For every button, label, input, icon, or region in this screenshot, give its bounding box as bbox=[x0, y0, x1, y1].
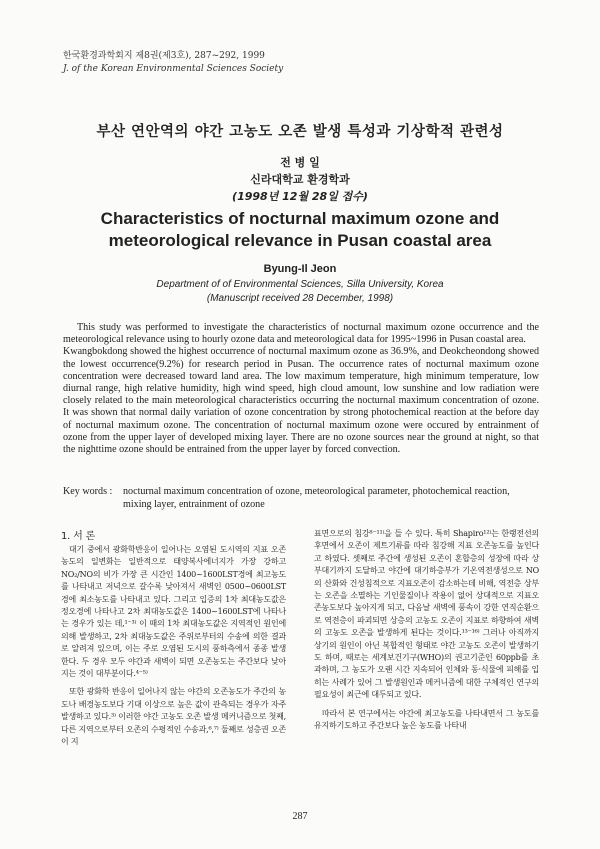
author-name-english: Byung-Il Jeon bbox=[263, 263, 337, 275]
page-number: 287 bbox=[292, 811, 308, 822]
author-block-english bbox=[0, 261, 600, 306]
abstract-paragraph-1: This study was performed to investigate the characteristics of nocturnal maximum ozone occurrence and the meteorological relevance using to hourly ozone data and meteorological data for 1995~1996 in Pusan coastal area. bbox=[63, 322, 539, 346]
body-column-right bbox=[314, 528, 539, 733]
affiliation-korean: 신라대학교 환경학과 bbox=[250, 173, 350, 186]
keywords-text: nocturnal maximum concentration of ozone, meteorological parameter, photochemical reaction, mixing layer, entrainment of ozone bbox=[123, 486, 510, 510]
body-paragraph: 표면으로의 침강⁸⁻¹¹⁾을 들 수 있다. 특히 Shapiro¹²⁾는 한랭전선의 후면에서 오존이 제트기류를 따라 침강해 지표 오존농도를 높인다고 하였다. 셋째로 주간에 생성된 오존이 혼합층의 성장에 따라 상부대기까지 도달하고 야간에 대기하층부가 기온역전생성으로 NO의 산화와 건성침적으로 지표오존이 감소하는데 비해, 역전층 상부는 오존을 소멸하는 기인물질이나 작용이 없어 상대적으로 지표오존농도보다 높아지게 되고, 다음날 새벽에 풍속이 강한 연직순환으로 역전층이 파괴되면 상층의 고농도 오존이 지표로 하향하여 새벽의 고농도 오존을 발생하게 된다는 것이다.¹³⁻¹⁶⁾ 그러나 아직까지 상기의 원인이 아닌 복합적인 형태로 야간 고농도 오존이 발생하기도 하며, 때로는 세계보건기구(WHO)의 권고기준인 60ppb를 초과하며, 그 농도가 오랜 시간 지속되어 인체와 동·식물에 피해를 입히는 사례가 있어 그 발생원인과 메커니즘에 대한 구체적인 연구의 필요성이 최근에 대두되고 있다. bbox=[314, 529, 539, 700]
title-english-line1: Characteristics of nocturnal maximum ozone and bbox=[100, 209, 500, 228]
keywords bbox=[63, 486, 539, 511]
journal-citation-en: J. of the Korean Environmental Sciences Society bbox=[63, 64, 284, 74]
title-english-line2: meteorological relevance in Pusan coastal area bbox=[108, 231, 492, 250]
title-english bbox=[0, 208, 600, 252]
body-column-left bbox=[61, 528, 286, 749]
journal-citation-ko: 한국환경과학회지 제8권(제3호), 287~292, 1999 bbox=[63, 51, 265, 61]
section-heading: 1. 서 론 bbox=[61, 531, 96, 542]
author-name-korean: 전 병 일 bbox=[280, 156, 320, 169]
abstract bbox=[63, 322, 539, 456]
body-paragraph: 또한 광화학 반응이 일어나지 않는 야간의 오존농도가 주간의 농도나 배경농도보다 기대 이상으로 높은 값이 관측되는 경우가 자주 발생하고 있다.³⁾ 이러한 야간 고농도 오존 발생 메커니즘으로 첫째, 다른 지역으로부터 오존의 수평적인 수송과,⁶,⁷⁾ 둘째로 성층권 오존이 지 bbox=[61, 687, 286, 747]
journal-header bbox=[63, 50, 283, 76]
title-korean: 부산 연안역의 야간 고농도 오존 발생 특성과 기상학적 관련성 bbox=[96, 124, 504, 140]
received-date-korean: (1998년 12월 28일 접수) bbox=[232, 190, 368, 203]
body-paragraph: 대기 중에서 광화학반응이 일어나는 오염된 도시역의 지표 오존농도의 일변화는 일반적으로 태양복사에너지가 가장 강하고 NO₂/NO의 비가 가장 큰 시간인 1400~1600LST경에 최고농도를 나타내고 저녁으로 갈수록 낮아져서 새벽인 0500~0600LST경에 최소농도를 나타내고 있다. 그리고 입증의 1차 최대농도값은 정오경에 나타나고 2차 최대농도값은 1400~1600LST에 나타나는 경우가 있는 데,¹⁻³⁾ 이 때의 1차 최대농도값은 지역적인 원인에 의해 발생하고, 2차 최대농도값은 주위로부터의 수송에 의한 결과로 알려져 있으며, 이는 주로 오염된 도시의 풍하측에서 종종 발생한다. 두 경우 모두 야간과 새벽이 되면 오존농도는 주간보다 낮아지는 것이 대부분이다.⁴⁻⁵⁾ bbox=[61, 545, 286, 679]
affiliation-english: Department of of Environmental Sciences, Silla University, Korea bbox=[156, 279, 444, 290]
body-paragraph: 따라서 본 연구에서는 야간에 최고농도를 나타내면서 그 농도를 유지하기도하고 주간보다 높은 농도를 나타내 bbox=[314, 708, 539, 731]
author-block-korean bbox=[0, 154, 600, 205]
received-date-english: (Manuscript received 28 December, 1998) bbox=[206, 293, 394, 304]
keywords-label: Key words : bbox=[63, 486, 113, 497]
abstract-paragraph-2: Kwangbokdong showed the highest occurrence of nocturnal maximum ozone as 36.9%, and Deokcheondong showed the lowest occurrence(9.2%) for research period in Pusan. The occurrence rates of nocturnal maximum ozone concentration were decreased toward land area. The low maximum temperature, high minimum temperature, low diurnal range, high relative humidity, high wind speed, high cloud amount, low sunshine and low radiation were closely related to the main meteorological characteristics occurring the nocturnal maximum concentration of ozone. It was shown that normal daily variation of ozone concentration by strong photochemical reaction at the before day of nocturnal maximum ozone. The concentration of nocturnal maximum ozone were occured by entrainment of ozone from the upper layer of developed mixing layer. There are no ozone sources near the ground at night, so that the nighttime ozone should be entrained from the upper layer by forced convection. bbox=[63, 346, 539, 456]
